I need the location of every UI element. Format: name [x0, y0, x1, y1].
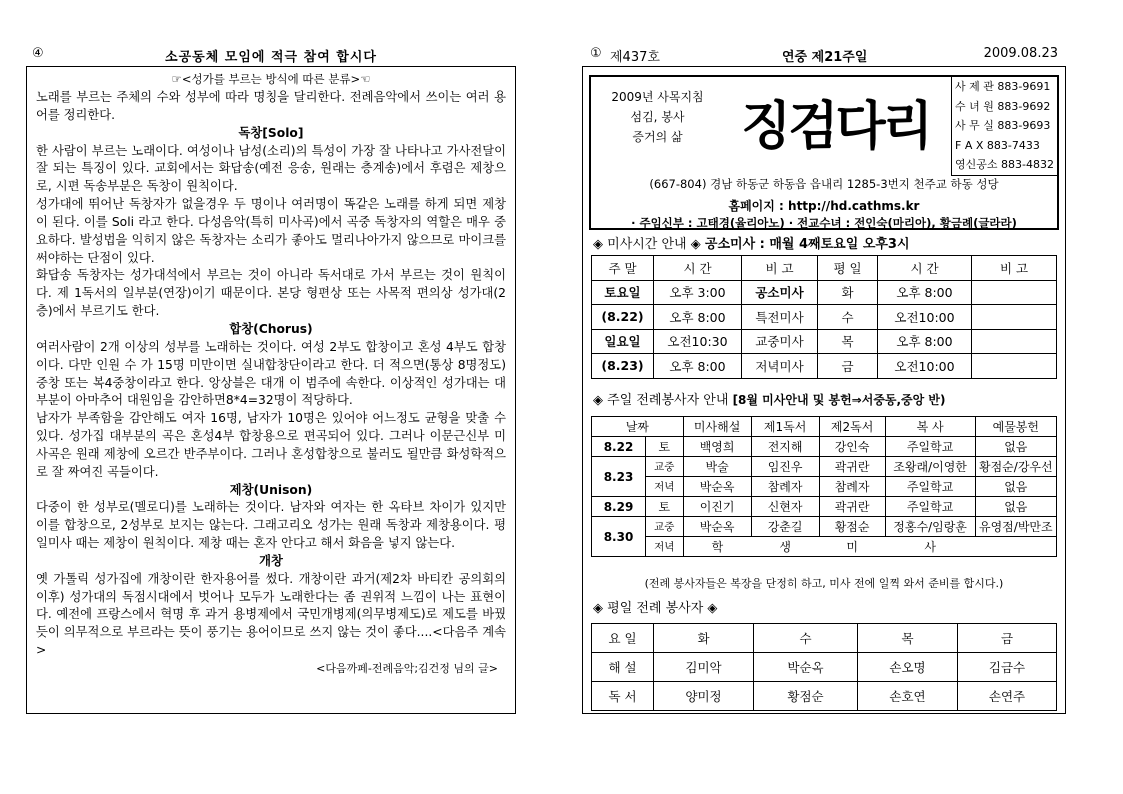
- weekday-note: [972, 280, 1057, 305]
- server-commentary: 이진기: [683, 497, 751, 517]
- article-source: <다음까페-전례음악;김건정 님의 글>: [316, 662, 498, 675]
- server-reading1: 임진우: [751, 457, 819, 477]
- weekday-note: [972, 354, 1057, 379]
- antiphon-heading: 개창: [259, 553, 283, 568]
- server-offering: 없음: [975, 437, 1056, 457]
- table-row: [592, 517, 1057, 537]
- service-date: 8.30: [592, 517, 646, 557]
- server-commentary: 박술: [683, 457, 751, 477]
- church-address: (667-804) 경남 하동군 하동읍 읍내리 1285-3번지 천주교 하동 성당: [649, 177, 999, 191]
- classification-heading: ☞<성가를 부르는 방식에 따른 분류>☜: [171, 72, 371, 86]
- chorus-paragraph-2: 남자가 부족함을 감안해도 여자 16명, 남자가 10명은 있어야 어느정도 균형을 맞출 수 있다. 성가집 대부분의 곡은 혼성4부 합창용으로 편곡되어 있다. 그러나 이문근신부 미사곡은 원래 제창에 오르간 반주부이다. 그러나 혼성합창으로 불러도 될만큼 화성학적으로 잘 짜여진 곡들이다.: [36, 411, 506, 479]
- mass-note: 저녁미사: [742, 354, 818, 379]
- mass-time: 오후 8:00: [654, 305, 742, 330]
- table-row: [592, 537, 1057, 557]
- col-note: 비 고: [742, 256, 818, 281]
- weekend-day: 토요일: [592, 280, 654, 305]
- mass-note: 공소미사: [742, 280, 818, 305]
- right-page-header: [582, 46, 1066, 64]
- col-weekday: 평 일: [818, 256, 878, 281]
- server-thu: 손오명: [858, 653, 958, 682]
- servers-note: (전례 봉사자들은 복장을 단정히 하고, 미사 전에 일찍 와서 준비를 합시다.): [644, 577, 1004, 590]
- solo-paragraph-2: 성가대에 뛰어난 독창자가 없을경우 두 명이나 여러명이 똑같은 노래를 하게 되면 제창이 된다. 이를 Soli 라고 한다. 다성음악(특히 미사곡)에서 곡중 독창자의 역할은 매우 중요하다. 발성법을 익히지 않은 독창자는 소리가 좋아도 멀리나아가지 않으므로 마이크를 써야하는 단점이 있다.: [36, 197, 506, 265]
- right-page-number: ①: [590, 46, 602, 61]
- table-header-row: [592, 256, 1057, 281]
- unison-paragraph: 다중이 한 성부로(멜로디)를 노래하는 것이다. 남자와 여자는 한 옥타브 차이가 있지만 이를 합창으로, 2성부로 보지는 않는다. 그래고리오 성가는 원래 독창과 제창용이다. 평일미사 때는 제창이 원칙이다. 제창 때는 혼자 안다고 해서 화음을 넣지 않는다.: [36, 500, 506, 551]
- unison-heading: 제창(Unison): [229, 482, 313, 497]
- table-header-row: [592, 417, 1057, 437]
- service-date: 8.22: [592, 437, 646, 457]
- server-fri: 손연주: [958, 682, 1057, 711]
- student-mass-blank: [975, 537, 1056, 557]
- col-note: 비 고: [972, 256, 1057, 281]
- motto-line-1: 섬김, 봉사: [630, 110, 685, 124]
- student-mass-char: 사: [885, 537, 975, 557]
- mass-section-heading: [593, 233, 910, 252]
- server-reading1: 신현자: [751, 497, 819, 517]
- bulletin-logo: 징검다리: [741, 96, 930, 157]
- weekend-date: (8.23): [592, 354, 654, 379]
- service-kind: 토: [646, 497, 684, 517]
- service-section-sub: [8월 미사안내 및 봉헌⇒서중동,중앙 반): [732, 393, 946, 407]
- weekday: 화: [818, 280, 878, 305]
- table-row: [592, 457, 1057, 477]
- table-row: [592, 477, 1057, 497]
- col-time: 시 간: [878, 256, 972, 281]
- weekday: 수: [818, 305, 878, 330]
- role: 해 설: [592, 653, 654, 682]
- mass-note: 교중미사: [742, 329, 818, 354]
- server-altar: 주일학교: [885, 477, 975, 497]
- service-kind: 저녁: [646, 537, 684, 557]
- contact-office: 사 무 실 883-9693: [955, 119, 1051, 132]
- server-tue: 김미악: [654, 653, 754, 682]
- clergy-staff: · 주임신부 : 고태경(율리아노) · 전교수녀 : 전인숙(마리아), 황금례(글라라): [631, 216, 1017, 230]
- left-page-number: ④: [32, 46, 44, 61]
- col-wed: 수: [754, 624, 858, 653]
- student-mass-char: 생: [751, 537, 819, 557]
- weekday-section-heading: ◈ 평일 전례 봉사자 ◈: [593, 601, 718, 616]
- col-commentary: 미사해설: [683, 417, 751, 437]
- table-header-row: [592, 624, 1057, 653]
- weekday-time: 오전10:00: [878, 305, 972, 330]
- table-row: [592, 653, 1057, 682]
- server-altar: 조왕래/이영한: [885, 457, 975, 477]
- server-offering: 없음: [975, 477, 1056, 497]
- server-reading1: 강춘길: [751, 517, 819, 537]
- server-altar: 주일학교: [885, 497, 975, 517]
- server-commentary: 박순옥: [683, 517, 751, 537]
- server-reading1: 참례자: [751, 477, 819, 497]
- contact-list: [951, 77, 1057, 176]
- contact-convent: 수 녀 원 883-9692: [955, 99, 1051, 113]
- server-tue: 양미정: [654, 682, 754, 711]
- server-reading2: 황점순: [819, 517, 885, 537]
- server-reading1: 전지해: [751, 437, 819, 457]
- service-section-heading: [593, 389, 946, 408]
- weekday-time: 오후 8:00: [878, 280, 972, 305]
- table-row: [592, 305, 1057, 330]
- server-fri: 김금수: [958, 653, 1057, 682]
- bulletin-date: 2009.08.23: [983, 46, 1058, 61]
- server-wed: 박순옥: [754, 653, 858, 682]
- service-section-title: ◈ 주일 전례봉사자 안내: [593, 393, 729, 408]
- server-reading2: 곽귀란: [819, 457, 885, 477]
- left-page-header: [26, 46, 516, 64]
- server-altar: 정홍수/임랑훈: [885, 517, 975, 537]
- contact-mission: 영신공소 883-4832: [955, 158, 1054, 171]
- bulletin-front-box: [582, 66, 1066, 714]
- table-row: [592, 354, 1057, 379]
- solo-paragraph-1: 한 사람이 부르는 노래이다. 여성이나 남성(소리)의 특성이 가장 잘 나타나고 가사전달이 잘 되는 특징이 있다. 교회에서는 화답송(예전 응송, 원래는 층계송)에서 후렴은 제창으로, 시편 독송부분은 독창이 원칙이다.: [36, 143, 506, 194]
- table-row: [592, 437, 1057, 457]
- service-date: 8.23: [592, 457, 646, 497]
- sunday-title: 연중 제21주일: [782, 50, 868, 65]
- sunday-servers-table: [591, 416, 1057, 557]
- col-offering: 예물봉헌: [975, 417, 1056, 437]
- col-time: 시 간: [654, 256, 742, 281]
- solo-paragraph-3: 화답송 독창자는 성가대석에서 부르는 것이 아니라 독서대로 가서 부르는 것이 원칙이다. 제 1독서의 일부분(연장)이기 때문이다. 본당 형편상 또는 사목적 편의상 성가대(2층)에서 부르기도 한다.: [36, 268, 506, 319]
- contact-rectory: 사 제 관 883-9691: [955, 80, 1051, 93]
- homepage-link[interactable]: 홈페이지 : http://hd.cathms.kr: [728, 199, 920, 213]
- server-offering: 황점순/강우선: [975, 457, 1056, 477]
- server-commentary: 백영희: [683, 437, 751, 457]
- col-role: 요 일: [592, 624, 654, 653]
- server-wed: 황점순: [754, 682, 858, 711]
- service-kind: 교중: [646, 457, 684, 477]
- weekend-day: 일요일: [592, 329, 654, 354]
- pastoral-motto: [595, 81, 720, 173]
- chorus-heading: 합창(Chorus): [229, 321, 313, 336]
- weekday-note: [972, 305, 1057, 330]
- server-reading2: 참례자: [819, 477, 885, 497]
- service-date: 8.29: [592, 497, 646, 517]
- col-date: 날짜: [592, 417, 684, 437]
- chorus-paragraph-1: 여러사람이 2개 이상의 성부를 노래하는 것이다. 여성 2부도 합창이고 혼성 4부도 합창이다. 다만 인원 수 가 15명 미만이면 실내합창단이라고 한다. 더 적으면(통상 8명정도) 중창 또는 복4중창이라고 한다. 앙상블은 대개 이 범주에 속한다. 이상적인 성가대는 대부분이 아마추어 대원임을 감안하면8*4=32명이 적당하다.: [36, 339, 506, 408]
- mass-times-table: [591, 255, 1057, 379]
- weekday-time: 오전10:00: [878, 354, 972, 379]
- table-row: [592, 329, 1057, 354]
- service-kind: 교중: [646, 517, 684, 537]
- service-kind: 토: [646, 437, 684, 457]
- mass-time: 오후 3:00: [654, 280, 742, 305]
- col-reading1: 제1독서: [751, 417, 819, 437]
- mission-mass-note: 공소미사 : 매월 4째토요일 오후3시: [704, 237, 910, 252]
- mass-note: 특전미사: [742, 305, 818, 330]
- motto-line-2: 증거의 삶: [632, 130, 683, 144]
- intro-paragraph: 노래를 부르는 주체의 수와 성부에 따라 명칭을 달리한다. 전례음악에서 쓰이는 여러 용어를 정리한다.: [36, 90, 506, 122]
- col-weekend: 주 말: [592, 256, 654, 281]
- table-row: [592, 682, 1057, 711]
- weekday-time: 오후 8:00: [878, 329, 972, 354]
- solo-heading: 독창[Solo]: [238, 125, 304, 140]
- server-reading2: 강인숙: [819, 437, 885, 457]
- left-page-title: 소공동체 모임에 적극 참여 합시다: [165, 50, 377, 65]
- col-thu: 목: [858, 624, 958, 653]
- server-offering: 유영점/박만조: [975, 517, 1056, 537]
- mass-time: 오후 8:00: [654, 354, 742, 379]
- contact-fax: F A X 883-7433: [955, 138, 1040, 152]
- weekday: 금: [818, 354, 878, 379]
- issue-number: 제437호: [610, 50, 660, 65]
- service-kind: 저녁: [646, 477, 684, 497]
- student-mass-char: 미: [819, 537, 885, 557]
- masthead: [589, 75, 1059, 230]
- server-reading2: 곽귀란: [819, 497, 885, 517]
- hymn-article-box: [26, 66, 516, 714]
- server-offering: 없음: [975, 497, 1056, 517]
- table-row: [592, 497, 1057, 517]
- mass-section-title: ◈ 미사시간 안내 ◈: [593, 237, 701, 252]
- table-row: [592, 280, 1057, 305]
- antiphon-paragraph: 옛 가톨릭 성가집에 개창이란 한자용어를 썼다. 개창이란 과거(제2차 바티칸 공의회의 이후) 성가대의 독점시대에서 벗어나 모두가 노래한다는 좀 권위적 느낌이 나는 표현이다. 예전에 프랑스에서 혁명 후 과거 용병제에서 국민개병제(의무병제도)로 제도를 바꿨듯이 의무적으로 부르라는 뜻이 풍기는 용어이므로 쓰지 않는 것이 좋다....<다음주 계속>: [36, 571, 506, 658]
- server-altar: 주일학교: [885, 437, 975, 457]
- server-thu: 손호연: [858, 682, 958, 711]
- col-reading2: 제2독서: [819, 417, 885, 437]
- weekend-date: (8.22): [592, 305, 654, 330]
- col-fri: 금: [958, 624, 1057, 653]
- col-tue: 화: [654, 624, 754, 653]
- weekday: 목: [818, 329, 878, 354]
- mass-time: 오전10:30: [654, 329, 742, 354]
- weekday-servers-table: [591, 623, 1057, 711]
- server-commentary: 박순옥: [683, 477, 751, 497]
- role: 독 서: [592, 682, 654, 711]
- col-altar: 복 사: [885, 417, 975, 437]
- motto-year: 2009년 사목지침: [611, 90, 704, 104]
- weekday-note: [972, 329, 1057, 354]
- student-mass-char: 학: [683, 537, 751, 557]
